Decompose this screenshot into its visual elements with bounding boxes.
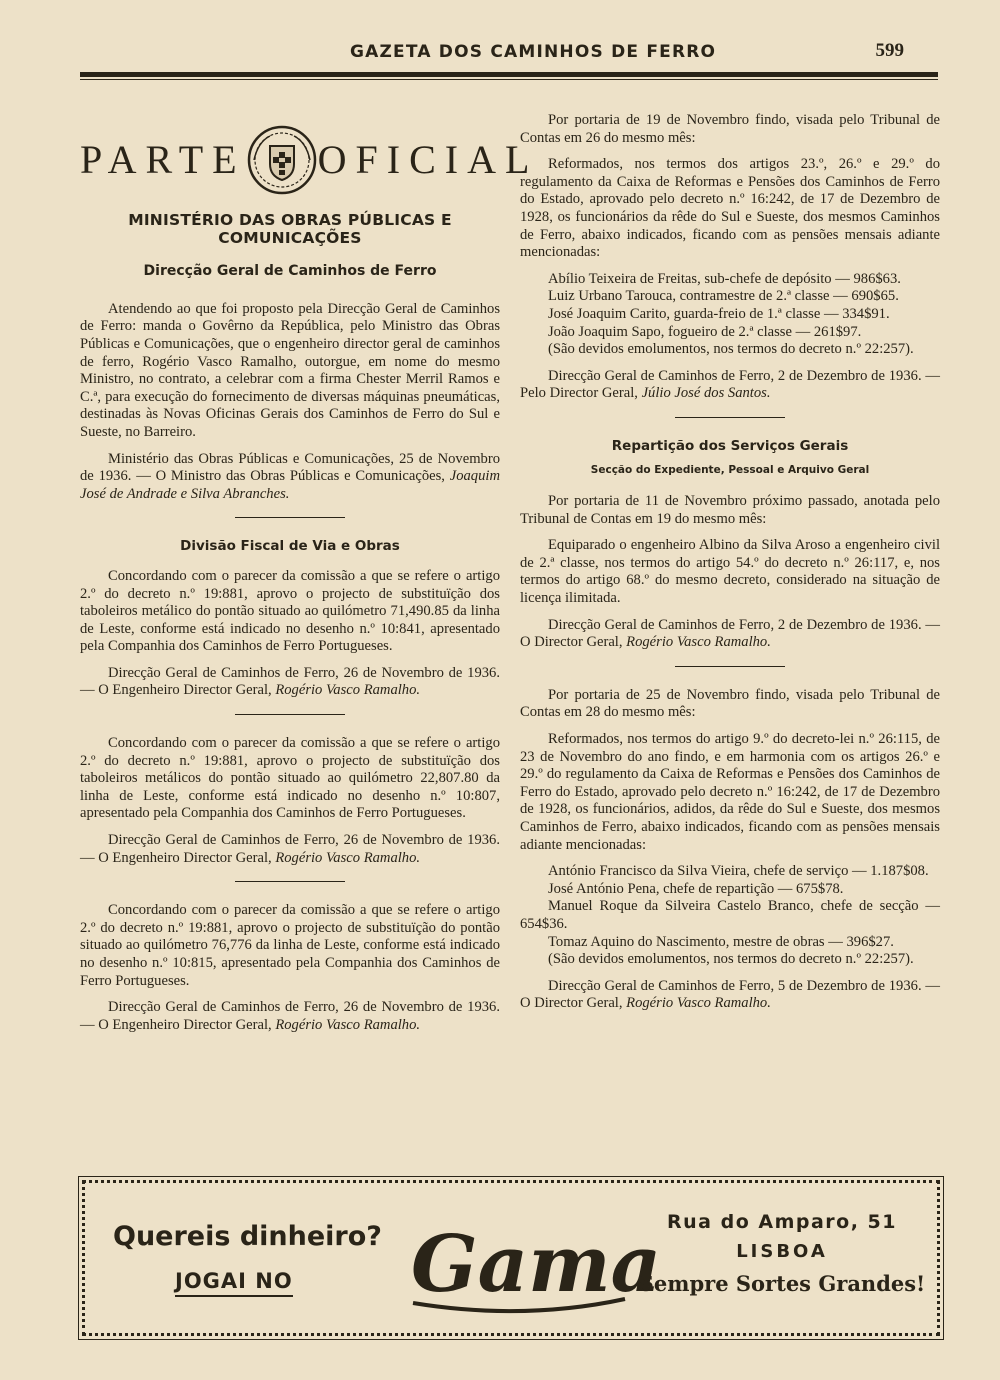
portaria-intro: Por portaria de 19 de Novembro findo, visada pelo Tribunal de Contas em 26 do mesmo mês: <box>520 112 940 146</box>
signoff-text: Direcção Geral de Caminhos de Ferro, 26 de Novembro de 1936. — O Engenheiro Director Geral, <box>80 999 500 1033</box>
emolument-note: (São devidos emolumentos, nos termos do decreto n.º 22:257). <box>548 951 914 968</box>
portaria-intro: Por portaria de 11 de Novembro próximo passado, anotada pelo Tribunal de Contas em 19 do mesmo mês: <box>520 493 940 527</box>
signoff-text: Direcção Geral de Caminhos de Ferro, 2 de Dezembro de 1936. — O Director Geral, <box>520 616 940 651</box>
pension-item: José António Pena, chefe de repartição — 675$78. <box>548 880 844 897</box>
subsection-heading: Secção do Expediente, Pessoal e Arquivo Geral <box>590 463 870 476</box>
masthead-right-word: OFICIAL <box>317 137 539 183</box>
running-title: GAZETA DOS CAMINHOS DE FERRO <box>350 42 717 62</box>
decision-signoff <box>80 665 500 700</box>
signoff-text: Ministério das Obras Públicas e Comunicações, 25 de Novembro de 1936. — O Ministro das Obras Públicas e Comunicações, <box>80 450 500 485</box>
pension-item: António Francisco da Silva Vieira, chefe de serviço — 1.187$08. <box>548 863 929 880</box>
masthead-left-word: PARTE <box>80 137 246 183</box>
section-heading: Repartição dos Serviços Gerais <box>611 437 849 454</box>
portaria-body: Reformados, nos termos dos artigos 23.º, 26.º e 29.º do regulamento da Caixa de Reformas e Pensões dos Caminhos de Ferro do Estado, aprovado pelo decreto n.º 16:242, de 17 de Dezembro de 1928, os funcionários da rêde do Sul e Sueste, dos mesmos Caminhos de Ferro, abaixo indicados, ficando com as pensões mensais adiante mencionadas: <box>520 156 940 261</box>
decision-signoff <box>80 832 500 867</box>
pension-item: João Joaquim Sapo, fogueiro de 2.ª classe — 261$97. <box>548 323 862 340</box>
signatory-name: Rogério Vasco Ramalho. <box>275 1016 421 1033</box>
pension-item: José Joaquim Carito, guarda-freio de 1.ª classe — 334$91. <box>548 305 890 322</box>
portaria-signoff <box>520 978 940 1013</box>
coat-of-arms-icon <box>246 124 318 196</box>
pension-item: Tomaz Aquino do Nascimento, mestre de obras — 396$27. <box>548 933 894 950</box>
signoff-text: Direcção Geral de Caminhos de Ferro, 5 de Dezembro de 1936. — O Director Geral, <box>520 977 940 1012</box>
lottery-advertisement <box>82 1180 940 1336</box>
gama-logo-text: Gama <box>411 1219 662 1310</box>
page-number: 599 <box>875 40 904 61</box>
signoff-text: Direcção Geral de Caminhos de Ferro, 26 de Novembro de 1936. — O Engenheiro Director Geral, <box>80 832 500 866</box>
ad-slogan: Sempre Sortes Grandes! <box>638 1271 926 1296</box>
signoff-text: Direcção Geral de Caminhos de Ferro, 26 de Novembro de 1936. — O Engenheiro Director Geral, <box>80 664 500 699</box>
divider <box>675 417 785 418</box>
ad-headline: Quereis dinheiro? <box>113 1221 382 1252</box>
portaria-signoff <box>520 617 940 652</box>
pension-item: Manuel Roque da Silveira Castelo Branco, chefe de secção — 654$36. <box>520 898 940 932</box>
signatory-name: Rogério Vasco Ramalho. <box>626 995 771 1012</box>
ministry-heading: MINISTÉRIO DAS OBRAS PÚBLICAS E COMUNICAÇÕES <box>128 211 452 247</box>
emolument-note: (São devidos emolumentos, nos termos do decreto n.º 22:257). <box>548 341 914 358</box>
signatory-name: Júlio José dos Santos. <box>641 385 771 402</box>
page-header <box>80 38 938 84</box>
signatory-name: Rogério Vasco Ramalho. <box>275 682 421 699</box>
decision-signoff <box>80 999 500 1034</box>
direccao-heading: Direcção Geral de Caminhos de Ferro <box>143 263 437 280</box>
gama-logo <box>403 1203 662 1323</box>
division-heading: Divisão Fiscal de Via e Obras <box>180 538 400 555</box>
decision-text: Concordando com o parecer da comissão a que se refere o artigo 2.º do decreto n.º 19:881, aprovo o projecto de substituïção dos taboleiros metálicos do pontão situado ao quilómetro 22,807.80 da linha de Leste, conforme está indicado no desenho n.º 10:807, apresentado pela Companhia dos Caminhos de Ferro Portugueses. <box>80 735 500 822</box>
signatory-name: Joaquim José de Andrade e Silva Abranches. <box>80 468 500 502</box>
signatory-name: Rogério Vasco Ramalho. <box>626 634 771 651</box>
divider <box>235 714 345 715</box>
intro-paragraph: Atendendo ao que foi proposto pela Direcção Geral de Caminhos de Ferro: manda o Govêrno da República, pelo Ministro das Obras Públicas e Comunicações, que o engenheiro director geral de caminhos de ferro, Rogério Vasco Ramalho, outorgue, em nome do mesmo Ministro, no contrato, a celebrar com a firma Chester Merril Ramos e C.ª, para execução do fornecimento de diversas máquinas pneumáticas, destinadas às Novas Oficinas Gerais dos Caminhos de Ferro do Sul e Sueste, no Barreiro. <box>80 300 500 440</box>
portaria-intro: Por portaria de 25 de Novembro findo, visada pelo Tribunal de Contas em 28 do mesmo mês: <box>520 686 940 721</box>
portaria-body: Equiparado o engenheiro Albino da Silva Aroso a engenheiro civil de 2.ª classe, nos termos do artigo 54.º do decreto n.º 26:117, e, nos termos do artigo 68.º do mesmo decreto, considerado na situação de licença ilimitada. <box>520 537 940 607</box>
ministry-signoff <box>80 451 500 504</box>
masthead <box>80 120 539 200</box>
signoff-text: Direcção Geral de Caminhos de Ferro, 2 de Dezembro de 1936. — Pelo Director Geral, <box>520 367 940 402</box>
left-column <box>80 112 539 1043</box>
divider <box>235 881 345 882</box>
divider <box>675 666 785 667</box>
right-column <box>520 112 940 1022</box>
pension-item: Abílio Teixeira de Freitas, sub-chefe de depósito — 986$63. <box>548 270 901 287</box>
decision-text: Concordando com o parecer da comissão a que se refere o artigo 2.º do decreto n.º 19:881, aprovo o projecto de substituïção do pontão situado ao quilómetro 76,776 da linha de Leste, conforme está indicado no desenho n.º 10:815, apresentado pela Companhia dos Caminhos de Ferro Portugueses. <box>80 902 500 989</box>
signatory-name: Rogério Vasco Ramalho. <box>275 849 421 866</box>
header-rule <box>80 72 938 80</box>
pension-item: Luiz Urbano Tarouca, contramestre de 2.ª classe — 690$65. <box>548 288 899 305</box>
portaria-signoff <box>520 368 940 403</box>
ad-address: Rua do Amparo, 51 <box>667 1211 897 1233</box>
decision-text: Concordando com o parecer da comissão a que se refere o artigo 2.º do decreto n.º 19:881, aprovo o projecto de substituïção dos taboleiros metálico do pontão situado ao quilómetro 71,490.85 da linha de Leste, conforme está indicado no desenho n.º 10:841, apresentado pela Companhia dos Caminhos de Ferro Portugueses. <box>80 567 500 655</box>
divider <box>235 517 345 518</box>
portaria-body: Reformados, nos termos do artigo 9.º do decreto-lei n.º 26:115, de 23 de Novembro do ano findo, e em harmonia com os artigos 26.º e 29.º do regulamento da Caixa de Reformas e Pensões dos Caminhos de Ferro do Estado, aprovado pelo decreto n.º 16:242, de 17 de Dezembro de 1928, os funcionários, adidos, da rêde do Sul e Sueste, dos mesmos Caminhos de Ferro, abaixo indicados, ficando com as pensões mensais adiante mencionadas: <box>520 731 940 853</box>
ad-city: LISBOA <box>736 1241 828 1262</box>
ad-play-text: JOGAI NO <box>175 1269 293 1297</box>
